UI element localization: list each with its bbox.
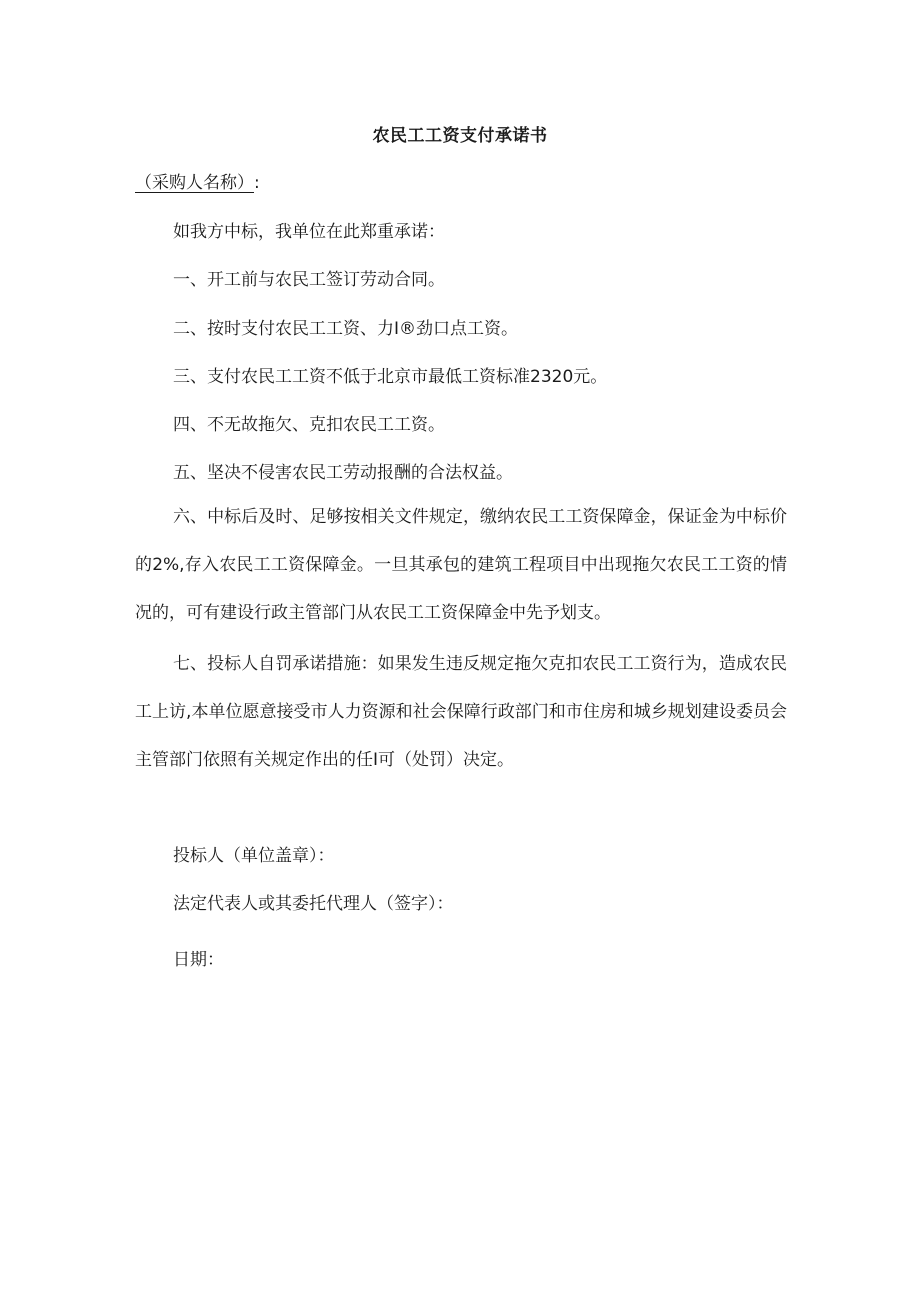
item-2: 二、按时支付农民工工资、力I®劲口点工资。 xyxy=(173,319,519,339)
intro-paragraph: 如我方中标，我单位在此郑重承诺： xyxy=(173,222,445,242)
addressee-name: （采购人名称） xyxy=(135,173,254,193)
representative-signature-line: 法定代表人或其委托代理人（签字）： xyxy=(173,894,454,914)
item-5: 五、坚决不侵害农民工劳动报酬的合法权益。 xyxy=(173,463,513,483)
item-3: 三、支付农民工工资不低于北京市最低工资标准2320元。 xyxy=(173,367,608,387)
bidder-seal-line: 投标人（单位盖章）： xyxy=(173,846,335,866)
item-7-paragraph: 七、投标人自罚承诺措施：如果发生违反规定拖欠克扣农民工工资行为，造成农民工上访,本单位愿意接受市人力资源和社会保障行政部门和市住房和城乡规划建设委员会主管部门依照有关规定作出的任I可（处罚）决定。 xyxy=(135,654,787,770)
item-1: 一、开工前与农民工签订劳动合同。 xyxy=(173,270,445,290)
item-6-paragraph: 六、中标后及时、足够按相关文件规定，缴纳农民工工资保障金，保证金为中标价的2%,存入农民工工资保障金。一旦其承包的建筑工程项目中出现拖欠农民工工资的情况的，可有建设行政主管部门从农民工工资保障金中先予划支。 xyxy=(135,507,787,623)
document-title: 农民工工资支付承诺书 xyxy=(372,126,548,146)
addressee-colon: : xyxy=(254,173,260,193)
item-4: 四、不无故拖欠、克扣农民工工资。 xyxy=(173,415,445,435)
date-line: 日期： xyxy=(173,950,224,970)
addressee-line xyxy=(135,170,260,196)
